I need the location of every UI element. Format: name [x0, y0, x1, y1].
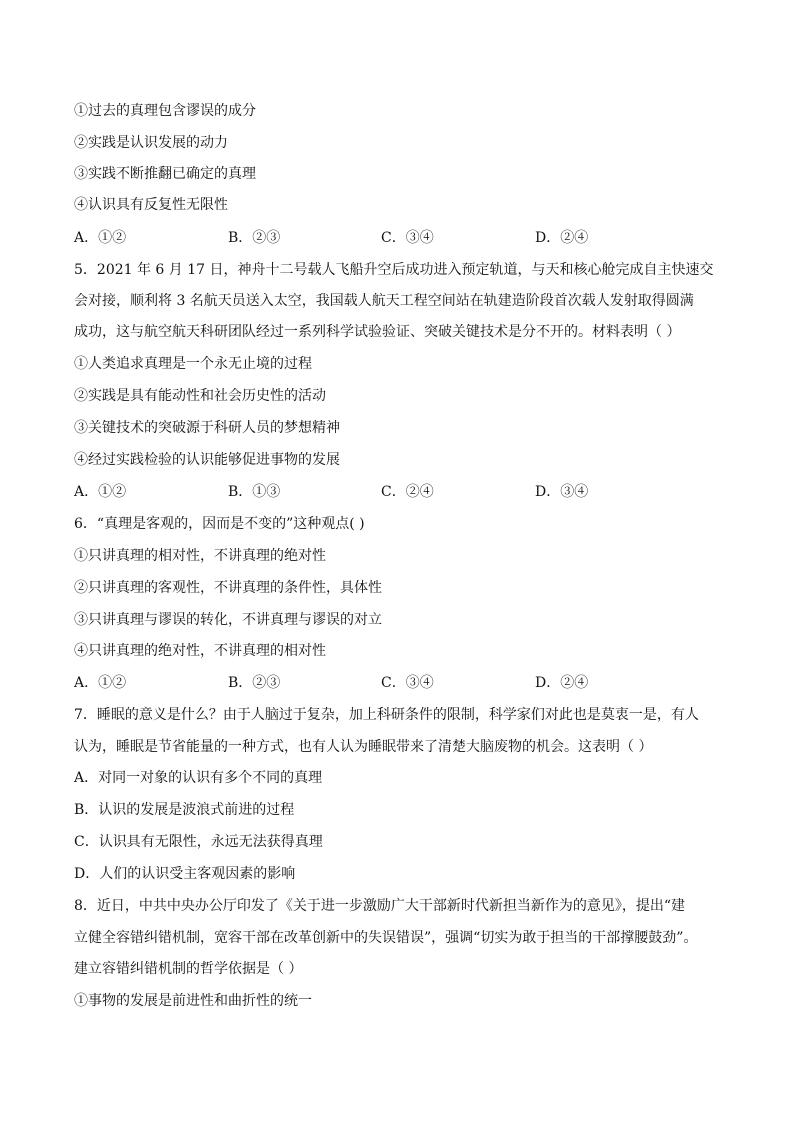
q7-stem-line-1: 7．睡眠的意义是什么？由于人脑过于复杂，加上科研条件的限制，科学家们对此也是莫衷一是，有人 [74, 707, 699, 723]
q5-option-d[interactable]: D．③④ [535, 484, 589, 500]
q5-item-3: ③关键技术的突破源于科研人员的梦想精神 [74, 420, 340, 436]
q6-item-3: ③只讲真理与谬误的转化，不讲真理与谬误的对立 [74, 612, 382, 628]
q4-option-d[interactable]: D．②④ [535, 230, 589, 246]
q8-stem-line-2: 立健全容错纠错机制，宽容干部在改革创新中的失误错误”，强调“切实为敢于担当的干部撑腰鼓劲”。 [74, 930, 698, 946]
q4-option-b[interactable]: B．②③ [228, 230, 281, 246]
q4-item-1: ①过去的真理包含谬误的成分 [74, 103, 256, 119]
q5-item-4: ④经过实践检验的认识能够促进事物的发展 [74, 452, 340, 468]
q5-item-2: ②实践是具有能动性和社会历史性的活动 [74, 388, 326, 404]
q5-option-b[interactable]: B．①③ [228, 484, 281, 500]
q8-stem-line-1: 8．近日，中共中央办公厅印发了《关于进一步激励广大干部新时代新担当新作为的意见》，提出“建 [74, 898, 686, 914]
q8-item-1: ①事物的发展是前进性和曲折性的统一 [74, 993, 312, 1009]
q6-option-a[interactable]: A．①② [74, 675, 127, 691]
q4-option-a[interactable]: A．①② [74, 230, 127, 246]
q5-stem-line-1: 5．2021 年 6 月 17 日，神舟十二号载人飞船升空后成功进入预定轨道，与天和核心舱完成自主快速交 [74, 262, 714, 278]
q7-stem-line-2: 认为，睡眠是节省能量的一种方式，也有人认为睡眠带来了清楚大脑废物的机会。这表明（ ） [74, 739, 653, 755]
q6-option-c[interactable]: C．③④ [381, 675, 434, 691]
q5-option-c[interactable]: C．②④ [381, 484, 434, 500]
q7-choice-b[interactable]: B．认识的发展是波浪式前进的过程 [74, 802, 295, 818]
q6-item-4: ④只讲真理的绝对性，不讲真理的相对性 [74, 643, 326, 659]
q5-stem-line-2: 会对接，顺利将 3 名航天员送入太空，我国载人航天工程空间站在轨建造阶段首次载人发射取得圆满 [74, 293, 694, 309]
q6-item-2: ②只讲真理的客观性，不讲真理的条件性，具体性 [74, 580, 382, 596]
q6-option-d[interactable]: D．②④ [535, 675, 589, 691]
q4-item-3: ③实践不断推翻已确定的真理 [74, 166, 256, 182]
q4-item-2: ②实践是认识发展的动力 [74, 135, 228, 151]
q6-stem-line-1: 6．“真理是客观的，因而是不变的”这种观点( ) [74, 516, 365, 532]
q5-option-a[interactable]: A．①② [74, 484, 127, 500]
q5-stem-line-3: 成功，这与航空航天科研团队经过一系列科学试验验证、突破关键技术是分不开的。材料表明（ ） [74, 324, 681, 340]
q5-item-1: ①人类追求真理是一个永无止境的过程 [74, 356, 312, 372]
q6-option-b[interactable]: B．②③ [228, 675, 281, 691]
q4-option-c[interactable]: C．③④ [381, 230, 434, 246]
q4-item-4: ④认识具有反复性无限性 [74, 197, 228, 213]
q7-choice-c[interactable]: C．认识具有无限性，永远无法获得真理 [74, 834, 323, 850]
q7-choice-a[interactable]: A．对同一对象的认识有多个不同的真理 [74, 770, 323, 786]
q6-item-1: ①只讲真理的相对性，不讲真理的绝对性 [74, 548, 326, 564]
q7-choice-d[interactable]: D．人们的认识受主客观因素的影响 [74, 866, 296, 882]
q8-stem-line-3: 建立容错纠错机制的哲学依据是（ ） [74, 961, 303, 977]
